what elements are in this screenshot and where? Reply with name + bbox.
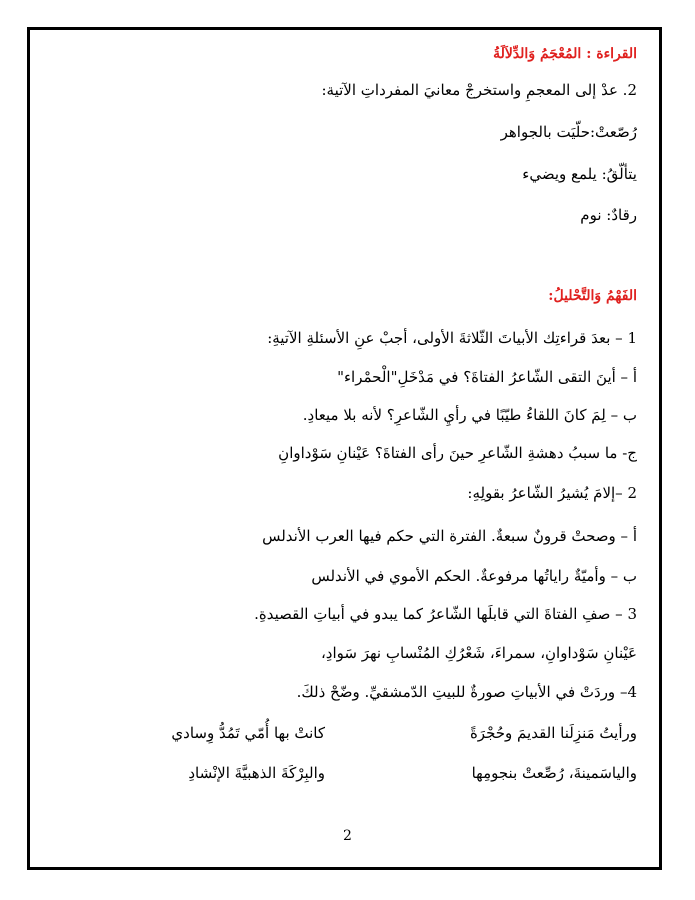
text-line: 2 –إلامَ يُشيرُ الشّاعرُ بقولِهِ: xyxy=(467,484,637,502)
text-line: ب – لِمَ كانَ اللقاءُ طيّبًا في رأيِ الشّاعرِ؟ لأنه بلا ميعادِ. xyxy=(302,406,637,424)
text-line: عَيْنانِ سَوْداوانِ، سمراءَ، شَعْرُكِ المُنْسابِ نهرَ سَوادِ، xyxy=(320,644,637,662)
text-line: 4– وردَتْ في الأبياتِ صورةٌ للبيتِ الدّمشقيِّ. وضّحْ ذلكَ. xyxy=(296,683,637,701)
poem-verse-second-half: كانتْ بها أُمّي تَمُدُّ وِسادي xyxy=(171,724,325,742)
vocab-item: رُصّعتْ:حلّيَت بالجواهر xyxy=(500,123,637,141)
question-2-dictionary: 2. عدْ إلى المعجمِ واستخرجْ معانيَ المفرداتِ الآتية: xyxy=(321,81,637,99)
vocab-item: رقادٌ: نوم xyxy=(580,206,637,224)
page-number: 2 xyxy=(343,828,352,844)
text-line: أ – أينَ التقى الشّاعرُ الفتاةَ؟ في مَدْخَلِ"الْحمْراء" xyxy=(337,368,637,386)
poem-verse-first-half: والياسَمينةَ، رُصِّعتْ بنجومِها xyxy=(471,764,637,782)
text-line: 1 – بعدَ قراءتِك الأبياتَ الثّلاثةَ الأولى، أجبْ عنِ الأسئلةِ الآتيةِ: xyxy=(267,329,637,347)
section-heading-comprehension: الفَهْمُ وَالتَّحْليلُ: xyxy=(548,288,637,304)
text-line: ج- ما سببُ دهشةِ الشّاعرِ حينَ رأى الفتاةَ؟ عَيْنانِ سَوْداوانِ xyxy=(278,444,637,462)
poem-verse-second-half: والبِرْكَةَ الذهبيَّةَ الإنْشادِ xyxy=(188,764,325,782)
text-line: أ – وصحتْ قرونٌ سبعةٌ. الفترة التي حكم فيها العرب الأندلس xyxy=(262,527,637,545)
text-line: ب – وأميّةٌ راياتُها مرفوعةٌ. الحكم الأموي في الأندلس xyxy=(311,567,637,585)
vocab-item: يتألّقُ: يلمع ويضيء xyxy=(522,165,637,183)
text-line: 3 – صفِ الفتاةَ التي قابلَها الشّاعرُ كما يبدو في أبياتِ القصيدةِ. xyxy=(254,605,637,623)
section-heading-reading: القراءة : المُعْجَمُ وَالدِّلاَلَةُ xyxy=(493,46,637,62)
poem-verse-first-half: ورأيتُ مَنزِلَنا القديمَ وحُجْرَةً xyxy=(469,724,637,742)
